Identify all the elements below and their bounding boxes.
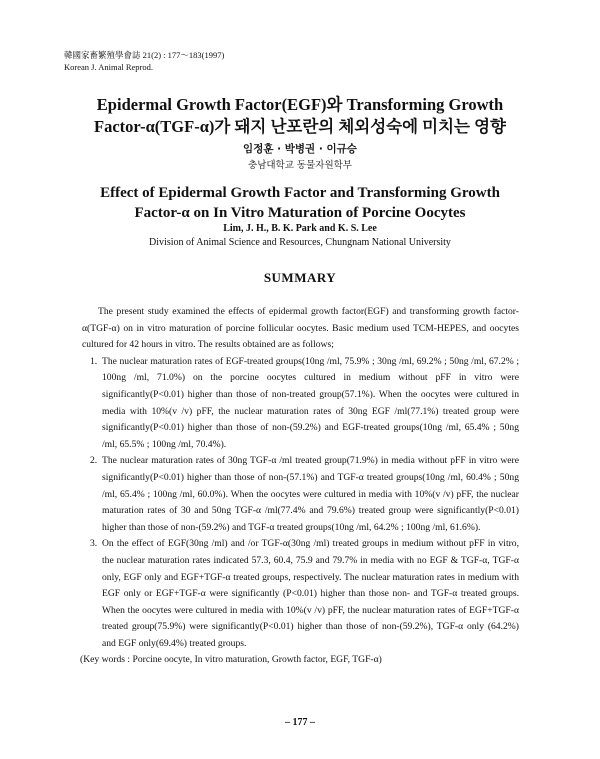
result-text: The nuclear maturation rates of 30ng TGF-α /ml treated group(71.9%) in media without pFF in vitro were significantly(P<0.01) higher than those of non-(57.1%) and TGF-α treated groups(10ng /ml, 60.4% ; 50ng /ml, 65.4% ; 100ng /ml, 60.0%). When the oocytes were cultured in media with 10%(v /v) pFF, the nuclear maturation rates of 30 and 50ng TGF-α /ml(77.4% and 79.6%) treated group were significantly(P<0.01) higher than those of non-(59.2%) and TGF-α treated groups(10ng /ml, 64.2% ; 100ng /ml, 61.6%).: [102, 455, 519, 533]
korean-title-line-1: Epidermal Growth Factor(EGF)와 Transforming Growth: [96, 95, 504, 114]
summary-intro: The present study examined the effects of epidermal growth factor(EGF) and transforming growth factor-α(TGF-α) on in vitro maturation of porcine follicular oocytes. Basic medium used TCM-HEPES, and oocytes cultured for 42 hours in vitro. The results obtained are as follows;: [82, 306, 519, 351]
results-list: [82, 354, 519, 653]
result-item-2: [82, 453, 519, 536]
result-item-3: [82, 536, 519, 652]
journal-citation: 韓國家畜繁殖學會誌 21(2) : 177～183(1997): [64, 50, 225, 60]
journal-header: [64, 50, 224, 73]
journal-name-en: Korean J. Animal Reprod.: [64, 61, 153, 72]
english-title-line-2: Factor-α on In Vitro Maturation of Porcine Oocytes: [134, 205, 466, 221]
page-number: – 177 –: [285, 717, 315, 728]
summary-heading: SUMMARY: [263, 270, 337, 285]
korean-authors: 임정훈 · 박병권 · 이규승: [243, 143, 357, 155]
result-text: The nuclear maturation rates of EGF-treated groups(10ng /ml, 75.9% ; 30ng /ml, 69.2% ; 50ng /ml, 67.2% ; 100ng /ml, 71.0%) on the porcine oocytes cultured in medium without pFF in vitro were significantly(P<0.01) higher than those of non-treated group(57.1%). When the oocytes were cultured in media with 10%(v /v) pFF, the nuclear maturation rates of 30ng EGF /ml(77.1%) treated group were significantly(P<0.01) higher than those of non-(59.2%) and EGF-treated groups(10ng /ml, 65.4% ; 50ng /ml, 65.5% ; 100ng /ml, 70.4%).: [102, 355, 519, 450]
summary-body: [82, 304, 519, 669]
english-affiliation: Division of Animal Science and Resources, Chungnam National University: [149, 237, 451, 248]
result-number: 2.: [90, 455, 98, 467]
english-authors: Lim, J. H., B. K. Park and K. S. Lee: [223, 223, 377, 234]
result-text: On the effect of EGF(30ng /ml) and /or TGF-α(30ng /ml) treated groups in medium without pFF in vitro, the nuclear maturation rates indicated 57.3, 60.4, 75.9 and 79.7% in media with no EGF & TGF-α, TGF-α only, EGF only and EGF+TGF-α treated groups, respectively. The nuclear maturation rates in medium with EGF only or EGF+TGF-α were significantly (P<0.01) higher than those non- and TGF-α treated groups. When the oocytes were cultured in media with 10%(v /v) pFF, the nuclear maturation rates of EGF+TGF-α treated group(75.9%) were significantly(P<0.01) higher than those of non-(59.2%), TGF-α only (64.2%) and EGF only(69.4%) treated groups.: [102, 538, 519, 649]
result-item-1: [82, 354, 519, 454]
english-title-line-1: Effect of Epidermal Growth Factor and Transforming Growth: [100, 185, 500, 201]
keywords: (Key words : Porcine oocyte, In vitro maturation, Growth factor, EGF, TGF-α): [80, 654, 382, 666]
result-number: 3.: [90, 538, 98, 550]
korean-affiliation: 충남대학교 동물자원학부: [248, 160, 352, 171]
korean-title-line-2: Factor-α(TGF-α)가 돼지 난포란의 체외성숙에 미치는 영향: [93, 117, 506, 136]
result-number: 1.: [90, 355, 98, 367]
